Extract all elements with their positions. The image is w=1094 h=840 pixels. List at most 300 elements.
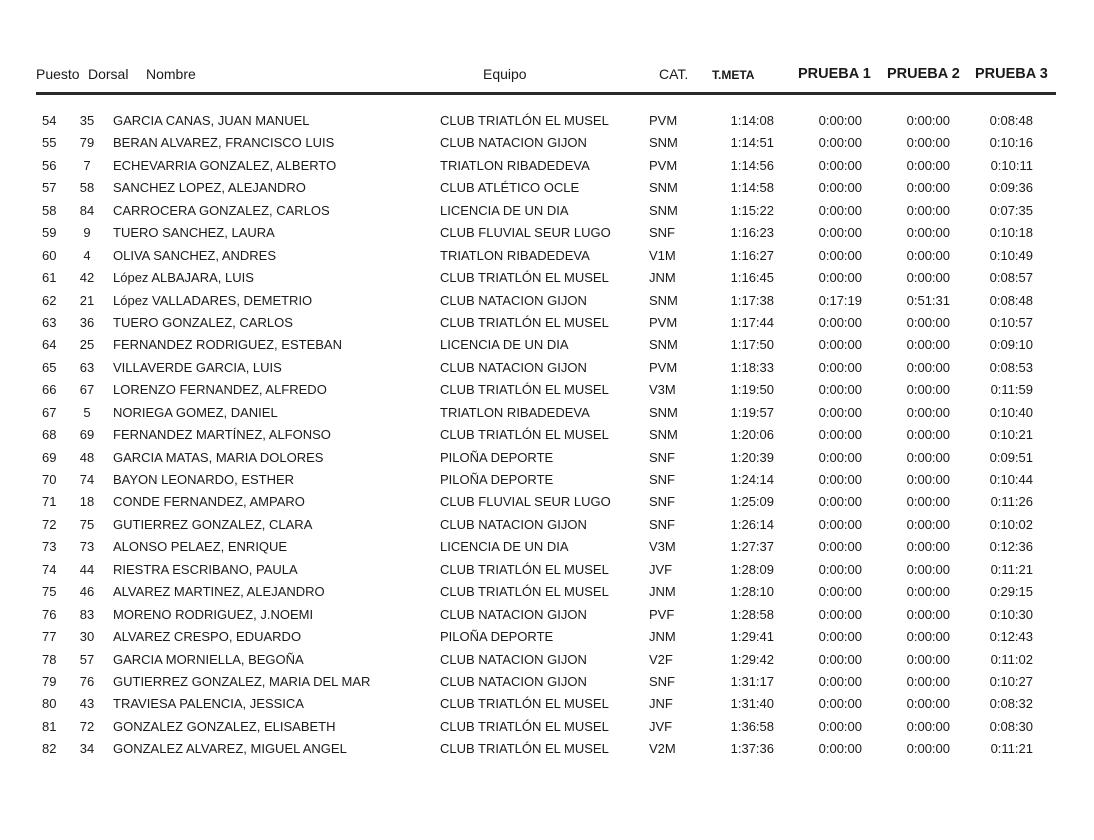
cell-prueba1: 0:00:00 — [818, 247, 862, 263]
cell-prueba3: 0:08:48 — [989, 113, 1033, 128]
cell-dorsal: 84 — [79, 202, 95, 218]
cell-prueba2: 0:51:31 — [906, 292, 950, 308]
cell-cat: SNM — [649, 292, 678, 308]
cell-nombre: GONZALEZ GONZALEZ, ELISABETH — [113, 718, 336, 734]
cell-prueba1: 0:00:00 — [818, 629, 862, 645]
cell-equipo: TRIATLON RIBADEDEVA — [440, 404, 590, 420]
table-row — [0, 245, 1094, 267]
header-prueba3: PRUEBA 3 — [975, 66, 1048, 82]
cell-nombre: ALVAREZ MARTINEZ, ALEJANDRO — [113, 584, 325, 600]
cell-dorsal: 44 — [79, 561, 95, 577]
cell-equipo: CLUB NATACION GIJON — [440, 606, 587, 622]
cell-equipo: CLUB NATACION GIJON — [440, 359, 587, 375]
cell-cat: SNF — [649, 673, 675, 689]
table-row — [0, 469, 1094, 491]
cell-prueba1: 0:00:00 — [818, 494, 862, 510]
cell-equipo: LICENCIA DE UN DIA — [440, 337, 569, 353]
cell-dorsal: 34 — [79, 741, 95, 757]
cell-equipo: CLUB TRIATLÓN EL MUSEL — [440, 382, 609, 398]
cell-cat: SNM — [649, 202, 678, 218]
cell-cat: SNM — [649, 404, 678, 420]
cell-puesto: 82 — [42, 741, 57, 757]
cell-cat: PVM — [649, 314, 678, 330]
cell-equipo: PILOÑA DEPORTE — [440, 629, 554, 645]
table-row — [0, 491, 1094, 513]
cell-prueba3: 0:11:02 — [990, 651, 1033, 667]
cell-cat: JVF — [649, 718, 673, 734]
table-row — [0, 693, 1094, 715]
cell-prueba3: 0:10:16 — [989, 135, 1033, 151]
cell-prueba3: 0:11:26 — [990, 494, 1033, 510]
header-divider — [36, 92, 1056, 95]
cell-prueba1: 0:00:00 — [818, 673, 862, 689]
cell-nombre: GARCIA MATAS, MARIA DOLORES — [113, 449, 324, 465]
cell-prueba2: 0:00:00 — [906, 247, 950, 263]
cell-prueba2: 0:00:00 — [906, 359, 950, 375]
cell-equipo: CLUB TRIATLÓN EL MUSEL — [440, 741, 609, 757]
cell-tmeta: 1:17:44 — [730, 314, 774, 330]
cell-puesto: 71 — [42, 494, 57, 510]
cell-dorsal: 36 — [79, 314, 95, 330]
cell-prueba1: 0:00:00 — [818, 270, 862, 286]
header-dorsal: Dorsal — [88, 66, 129, 82]
cell-prueba2: 0:00:00 — [906, 718, 950, 734]
table-row — [0, 514, 1094, 536]
cell-prueba1: 0:00:00 — [818, 202, 862, 218]
cell-tmeta: 1:19:57 — [730, 404, 774, 420]
cell-nombre: BAYON LEONARDO, ESTHER — [113, 472, 295, 487]
cell-tmeta: 1:28:10 — [730, 584, 774, 600]
cell-dorsal: 7 — [83, 157, 91, 173]
cell-nombre: FERNANDEZ MARTÍNEZ, ALFONSO — [113, 427, 331, 443]
cell-tmeta: 1:37:36 — [730, 741, 774, 757]
cell-puesto: 70 — [42, 472, 57, 487]
cell-equipo: TRIATLON RIBADEDEVA — [440, 157, 590, 173]
cell-dorsal: 48 — [79, 449, 95, 465]
cell-prueba1: 0:00:00 — [818, 741, 862, 757]
cell-nombre: López VALLADARES, DEMETRIO — [113, 292, 313, 308]
cell-prueba1: 0:00:00 — [818, 584, 862, 600]
cell-prueba3: 0:10:49 — [989, 247, 1033, 263]
cell-tmeta: 1:36:58 — [730, 718, 774, 734]
cell-dorsal: 79 — [79, 135, 95, 151]
cell-cat: SNM — [649, 337, 678, 353]
cell-equipo: CLUB FLUVIAL SEUR LUGO — [440, 494, 611, 510]
cell-prueba2: 0:00:00 — [906, 449, 950, 465]
cell-prueba3: 0:29:15 — [989, 584, 1033, 600]
table-row — [0, 312, 1094, 334]
cell-nombre: CARROCERA GONZALEZ, CARLOS — [113, 202, 330, 218]
table-row — [0, 738, 1094, 760]
table-row — [0, 267, 1094, 289]
cell-tmeta: 1:14:51 — [730, 135, 774, 151]
cell-puesto: 73 — [42, 539, 57, 555]
cell-tmeta: 1:31:40 — [730, 696, 774, 712]
cell-nombre: NORIEGA GOMEZ, DANIEL — [113, 404, 278, 420]
cell-equipo: LICENCIA DE UN DIA — [440, 539, 569, 555]
cell-tmeta: 1:20:06 — [730, 427, 774, 443]
table-row — [0, 536, 1094, 558]
cell-cat: PVM — [649, 113, 678, 128]
cell-tmeta: 1:15:22 — [730, 202, 774, 218]
cell-prueba3: 0:10:02 — [989, 516, 1033, 532]
cell-nombre: TUERO SANCHEZ, LAURA — [113, 225, 275, 241]
cell-tmeta: 1:17:50 — [730, 337, 774, 353]
cell-prueba3: 0:07:35 — [989, 202, 1033, 218]
cell-equipo: LICENCIA DE UN DIA — [440, 202, 569, 218]
cell-prueba2: 0:00:00 — [906, 337, 950, 353]
cell-puesto: 75 — [42, 584, 57, 600]
cell-puesto: 62 — [42, 292, 57, 308]
cell-tmeta: 1:14:58 — [730, 180, 774, 196]
cell-prueba2: 0:00:00 — [906, 382, 950, 398]
table-row — [0, 604, 1094, 626]
cell-puesto: 61 — [42, 270, 57, 286]
cell-nombre: ALONSO PELAEZ, ENRIQUE — [113, 539, 288, 555]
cell-cat: SNM — [649, 180, 678, 196]
cell-prueba1: 0:00:00 — [818, 718, 862, 734]
cell-cat: PVM — [649, 157, 678, 173]
cell-prueba2: 0:00:00 — [906, 180, 950, 196]
cell-puesto: 81 — [42, 718, 57, 734]
cell-dorsal: 5 — [83, 404, 91, 420]
cell-puesto: 63 — [42, 314, 57, 330]
cell-nombre: GUTIERREZ GONZALEZ, CLARA — [113, 516, 313, 532]
table-row — [0, 357, 1094, 379]
cell-tmeta: 1:29:41 — [730, 629, 774, 645]
table-row — [0, 424, 1094, 446]
cell-equipo: CLUB NATACION GIJON — [440, 135, 587, 151]
cell-prueba2: 0:00:00 — [906, 539, 950, 555]
cell-nombre: MORENO RODRIGUEZ, J.NOEMI — [113, 606, 314, 622]
cell-prueba2: 0:00:00 — [906, 651, 950, 667]
cell-prueba2: 0:00:00 — [906, 404, 950, 420]
cell-dorsal: 46 — [79, 584, 95, 600]
cell-dorsal: 21 — [79, 292, 95, 308]
cell-equipo: CLUB TRIATLÓN EL MUSEL — [440, 561, 609, 577]
cell-cat: JNM — [649, 629, 676, 645]
cell-nombre: RIESTRA ESCRIBANO, PAULA — [113, 561, 298, 577]
cell-prueba1: 0:00:00 — [818, 314, 862, 330]
header-tmeta: T.META — [712, 68, 755, 82]
cell-prueba2: 0:00:00 — [906, 561, 950, 577]
cell-prueba3: 0:10:57 — [989, 314, 1033, 330]
cell-equipo: CLUB TRIATLÓN EL MUSEL — [440, 270, 609, 286]
cell-tmeta: 1:20:39 — [730, 449, 774, 465]
cell-prueba3: 0:08:53 — [989, 359, 1033, 375]
cell-prueba3: 0:10:44 — [989, 472, 1033, 487]
cell-prueba2: 0:00:00 — [906, 673, 950, 689]
cell-prueba1: 0:00:00 — [818, 516, 862, 532]
cell-prueba2: 0:00:00 — [906, 584, 950, 600]
cell-puesto: 74 — [42, 561, 57, 577]
cell-nombre: LORENZO FERNANDEZ, ALFREDO — [113, 382, 327, 398]
cell-dorsal: 18 — [79, 494, 95, 510]
cell-nombre: TUERO GONZALEZ, CARLOS — [113, 314, 293, 330]
cell-tmeta: 1:18:33 — [730, 359, 774, 375]
cell-cat: V2M — [649, 741, 676, 757]
cell-nombre: López ALBAJARA, LUIS — [113, 270, 254, 286]
cell-puesto: 58 — [42, 202, 57, 218]
table-row — [0, 177, 1094, 199]
cell-prueba2: 0:00:00 — [906, 741, 950, 757]
cell-nombre: BERAN ALVAREZ, FRANCISCO LUIS — [113, 135, 335, 151]
cell-puesto: 80 — [42, 696, 57, 712]
cell-prueba2: 0:00:00 — [906, 427, 950, 443]
table-row — [0, 447, 1094, 469]
cell-prueba1: 0:00:00 — [818, 157, 862, 173]
cell-equipo: PILOÑA DEPORTE — [440, 449, 554, 465]
cell-prueba2: 0:00:00 — [906, 157, 950, 173]
cell-puesto: 65 — [42, 359, 57, 375]
cell-prueba1: 0:00:00 — [818, 180, 862, 196]
cell-prueba2: 0:00:00 — [906, 606, 950, 622]
cell-dorsal: 9 — [83, 225, 91, 241]
table-row — [0, 671, 1094, 693]
cell-prueba3: 0:10:11 — [990, 157, 1033, 173]
table-row — [0, 716, 1094, 738]
cell-cat: SNM — [649, 427, 678, 443]
header-equipo: Equipo — [483, 66, 527, 82]
cell-tmeta: 1:27:37 — [730, 539, 774, 555]
cell-cat: SNF — [649, 449, 675, 465]
cell-equipo: CLUB ATLÉTICO OCLE — [440, 180, 580, 196]
table-row — [0, 649, 1094, 671]
cell-dorsal: 58 — [79, 180, 95, 196]
cell-prueba3: 0:11:21 — [990, 561, 1033, 577]
cell-nombre: ECHEVARRIA GONZALEZ, ALBERTO — [113, 157, 337, 173]
cell-prueba1: 0:00:00 — [818, 404, 862, 420]
cell-prueba3: 0:10:27 — [989, 673, 1033, 689]
cell-puesto: 55 — [42, 135, 57, 151]
cell-prueba1: 0:00:00 — [818, 359, 862, 375]
cell-tmeta: 1:16:23 — [730, 225, 774, 241]
cell-puesto: 68 — [42, 427, 57, 443]
cell-dorsal: 30 — [79, 629, 95, 645]
cell-nombre: ALVAREZ CRESPO, EDUARDO — [113, 629, 302, 645]
header-nombre: Nombre — [146, 66, 196, 82]
table-row — [0, 559, 1094, 581]
cell-prueba3: 0:11:21 — [990, 741, 1033, 757]
cell-nombre: GONZALEZ ALVAREZ, MIGUEL ANGEL — [113, 741, 347, 757]
cell-prueba2: 0:00:00 — [906, 494, 950, 510]
cell-prueba2: 0:00:00 — [906, 135, 950, 151]
cell-cat: JVF — [649, 561, 673, 577]
cell-cat: JNM — [649, 270, 676, 286]
cell-dorsal: 25 — [79, 337, 95, 353]
cell-tmeta: 1:24:14 — [730, 472, 774, 487]
cell-cat: SNF — [649, 516, 675, 532]
cell-nombre: GUTIERREZ GONZALEZ, MARIA DEL MAR — [113, 673, 371, 689]
table-row — [0, 402, 1094, 424]
cell-puesto: 54 — [42, 113, 57, 128]
table-row — [0, 290, 1094, 312]
cell-prueba3: 0:08:57 — [989, 270, 1033, 286]
cell-equipo: PILOÑA DEPORTE — [440, 472, 554, 487]
cell-prueba3: 0:10:30 — [989, 606, 1033, 622]
cell-prueba2: 0:00:00 — [906, 113, 950, 128]
cell-puesto: 59 — [42, 225, 57, 241]
cell-nombre: FERNANDEZ RODRIGUEZ, ESTEBAN — [113, 337, 342, 353]
cell-nombre: GARCIA MORNIELLA, BEGOÑA — [113, 651, 304, 667]
cell-tmeta: 1:28:09 — [730, 561, 774, 577]
cell-dorsal: 72 — [79, 718, 95, 734]
cell-puesto: 79 — [42, 673, 57, 689]
cell-prueba2: 0:00:00 — [906, 202, 950, 218]
cell-prueba1: 0:00:00 — [818, 696, 862, 712]
cell-cat: PVF — [649, 606, 675, 622]
header-puesto: Puesto — [36, 66, 80, 82]
cell-puesto: 72 — [42, 516, 57, 532]
cell-puesto: 57 — [42, 180, 57, 196]
cell-tmeta: 1:16:45 — [730, 270, 774, 286]
cell-prueba1: 0:00:00 — [818, 382, 862, 398]
cell-puesto: 77 — [42, 629, 57, 645]
cell-dorsal: 73 — [79, 539, 95, 555]
cell-tmeta: 1:25:09 — [730, 494, 774, 510]
table-row — [0, 379, 1094, 401]
header-prueba2: PRUEBA 2 — [887, 66, 960, 82]
cell-cat: SNF — [649, 472, 675, 487]
cell-cat: V1M — [649, 247, 676, 263]
cell-equipo: CLUB TRIATLÓN EL MUSEL — [440, 718, 609, 734]
cell-puesto: 78 — [42, 651, 57, 667]
cell-cat: V2F — [649, 651, 673, 667]
cell-tmeta: 1:26:14 — [730, 516, 774, 532]
cell-prueba1: 0:00:00 — [818, 427, 862, 443]
cell-prueba1: 0:00:00 — [818, 606, 862, 622]
cell-prueba2: 0:00:00 — [906, 225, 950, 241]
cell-dorsal: 83 — [79, 606, 95, 622]
table-row — [0, 581, 1094, 603]
table-row — [0, 626, 1094, 648]
cell-prueba3: 0:11:59 — [990, 382, 1033, 398]
cell-equipo: CLUB TRIATLÓN EL MUSEL — [440, 696, 609, 712]
cell-equipo: CLUB TRIATLÓN EL MUSEL — [440, 113, 609, 128]
cell-prueba3: 0:09:51 — [989, 449, 1033, 465]
cell-nombre: SANCHEZ LOPEZ, ALEJANDRO — [113, 180, 306, 196]
cell-equipo: CLUB NATACION GIJON — [440, 516, 587, 532]
cell-equipo: CLUB TRIATLÓN EL MUSEL — [440, 584, 609, 600]
table-row — [0, 222, 1094, 244]
cell-tmeta: 1:14:08 — [730, 113, 774, 128]
cell-dorsal: 4 — [83, 247, 91, 263]
cell-prueba1: 0:00:00 — [818, 449, 862, 465]
cell-prueba3: 0:08:30 — [989, 718, 1033, 734]
cell-puesto: 67 — [42, 404, 57, 420]
cell-cat: V3M — [649, 382, 676, 398]
cell-prueba1: 0:00:00 — [818, 472, 862, 487]
cell-tmeta: 1:29:42 — [730, 651, 774, 667]
cell-prueba2: 0:00:00 — [906, 270, 950, 286]
cell-prueba1: 0:00:00 — [818, 113, 862, 128]
cell-equipo: CLUB NATACION GIJON — [440, 651, 587, 667]
cell-tmeta: 1:14:56 — [730, 157, 774, 173]
table-row — [0, 155, 1094, 177]
header-cat: CAT. — [659, 66, 689, 82]
cell-dorsal: 74 — [79, 472, 95, 487]
cell-tmeta: 1:28:58 — [730, 606, 774, 622]
cell-dorsal: 57 — [79, 651, 95, 667]
table-row — [0, 132, 1094, 154]
cell-puesto: 64 — [42, 337, 57, 353]
cell-prueba3: 0:12:43 — [989, 629, 1033, 645]
cell-equipo: TRIATLON RIBADEDEVA — [440, 247, 590, 263]
cell-dorsal: 69 — [79, 427, 95, 443]
cell-prueba3: 0:09:10 — [989, 337, 1033, 353]
cell-prueba1: 0:00:00 — [818, 651, 862, 667]
cell-equipo: CLUB NATACION GIJON — [440, 292, 587, 308]
table-row — [0, 200, 1094, 222]
cell-cat: V3M — [649, 539, 676, 555]
cell-dorsal: 42 — [79, 270, 95, 286]
cell-nombre: TRAVIESA PALENCIA, JESSICA — [113, 696, 304, 712]
cell-prueba3: 0:12:36 — [989, 539, 1033, 555]
cell-prueba2: 0:00:00 — [906, 314, 950, 330]
cell-cat: JNM — [649, 584, 676, 600]
cell-puesto: 56 — [42, 157, 57, 173]
cell-puesto: 69 — [42, 449, 57, 465]
cell-prueba1: 0:17:19 — [818, 292, 862, 308]
cell-prueba3: 0:08:32 — [989, 696, 1033, 712]
cell-prueba1: 0:00:00 — [818, 561, 862, 577]
cell-tmeta: 1:31:17 — [730, 673, 774, 689]
cell-puesto: 60 — [42, 247, 57, 263]
cell-cat: JNF — [649, 696, 673, 712]
cell-dorsal: 76 — [79, 673, 95, 689]
table-header — [0, 66, 1094, 88]
table-row — [0, 334, 1094, 356]
cell-prueba3: 0:09:36 — [989, 180, 1033, 196]
cell-nombre: GARCIA CANAS, JUAN MANUEL — [113, 113, 310, 128]
cell-prueba3: 0:10:40 — [989, 404, 1033, 420]
cell-tmeta: 1:17:38 — [730, 292, 774, 308]
cell-prueba2: 0:00:00 — [906, 696, 950, 712]
cell-equipo: CLUB TRIATLÓN EL MUSEL — [440, 314, 609, 330]
cell-equipo: CLUB NATACION GIJON — [440, 673, 587, 689]
results-table — [0, 110, 1094, 761]
cell-cat: SNF — [649, 225, 675, 241]
cell-tmeta: 1:19:50 — [730, 382, 774, 398]
cell-equipo: CLUB TRIATLÓN EL MUSEL — [440, 427, 609, 443]
cell-cat: SNM — [649, 135, 678, 151]
cell-nombre: CONDE FERNANDEZ, AMPARO — [113, 494, 305, 510]
cell-tmeta: 1:16:27 — [730, 247, 774, 263]
cell-prueba2: 0:00:00 — [906, 516, 950, 532]
cell-dorsal: 75 — [79, 516, 95, 532]
cell-prueba1: 0:00:00 — [818, 225, 862, 241]
cell-prueba3: 0:10:18 — [989, 225, 1033, 241]
cell-nombre: VILLAVERDE GARCIA, LUIS — [113, 359, 282, 375]
cell-prueba1: 0:00:00 — [818, 135, 862, 151]
cell-dorsal: 67 — [79, 382, 95, 398]
cell-dorsal: 63 — [79, 359, 95, 375]
cell-puesto: 66 — [42, 382, 57, 398]
cell-prueba1: 0:00:00 — [818, 337, 862, 353]
cell-prueba2: 0:00:00 — [906, 629, 950, 645]
cell-cat: PVM — [649, 359, 678, 375]
cell-prueba2: 0:00:00 — [906, 472, 950, 487]
cell-prueba3: 0:10:21 — [989, 427, 1033, 443]
header-prueba1: PRUEBA 1 — [798, 66, 871, 82]
cell-nombre: OLIVA SANCHEZ, ANDRES — [113, 247, 277, 263]
table-row — [0, 110, 1094, 132]
cell-prueba1: 0:00:00 — [818, 539, 862, 555]
cell-prueba3: 0:08:48 — [989, 292, 1033, 308]
cell-dorsal: 43 — [79, 696, 95, 712]
cell-cat: SNF — [649, 494, 675, 510]
cell-puesto: 76 — [42, 606, 57, 622]
